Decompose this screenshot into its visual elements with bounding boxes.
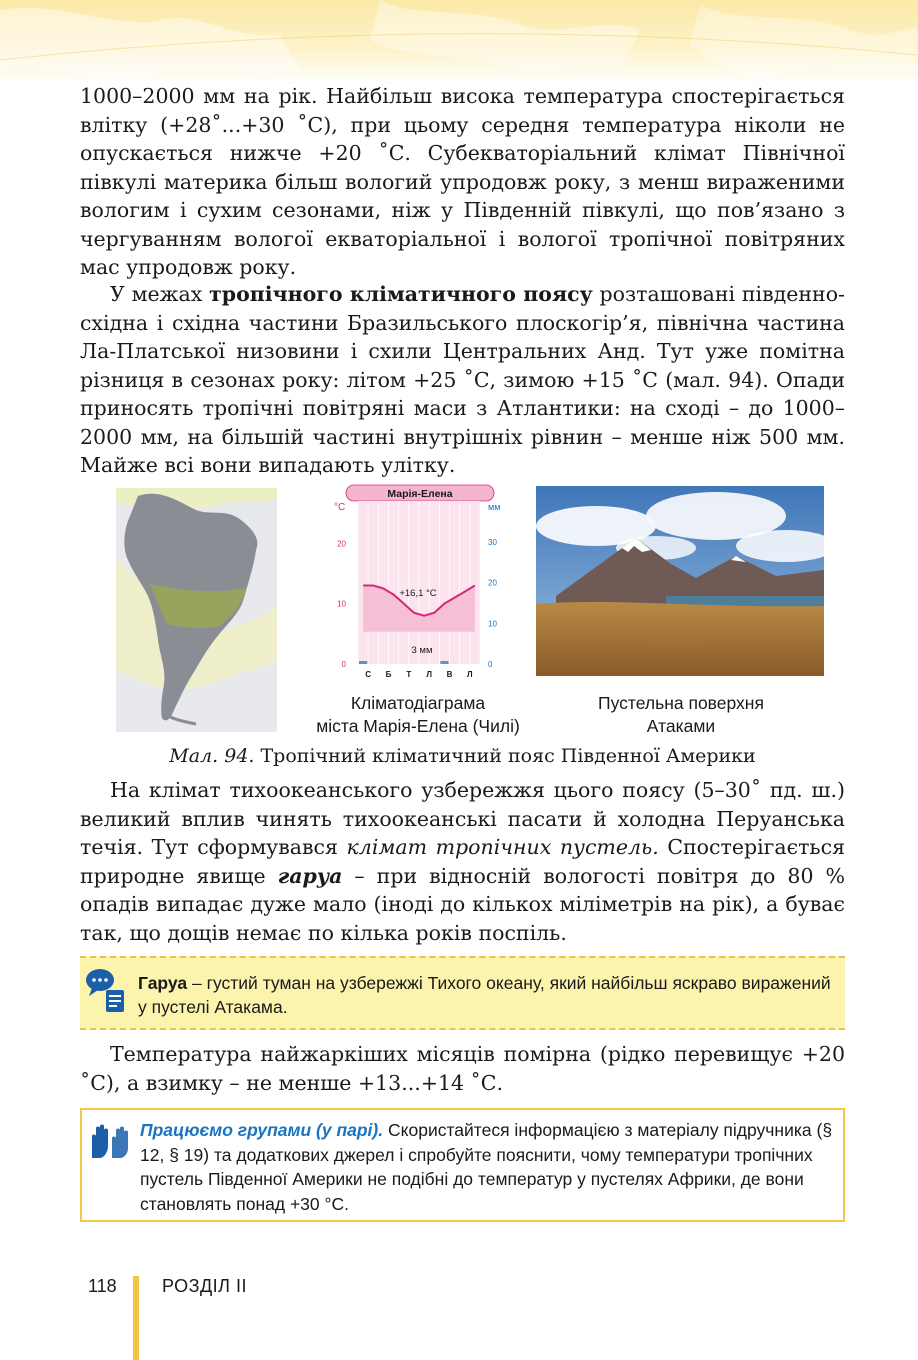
term-definition: – густий туман на узбережжі Тихого океану, який найбільш яскраво виражений у пустелі Атакама. <box>138 973 831 1017</box>
y-right-tick: 20 <box>488 578 497 588</box>
paragraph-3-part-b: Спостерігається природне явище <box>80 835 846 888</box>
world-map-decoration <box>0 0 918 85</box>
chart-caption <box>300 692 536 738</box>
photo-caption-line-1: Пустельна поверхня <box>598 693 764 713</box>
paragraph-2-rest: розташовані південно-східна і східна частини Бразильського плоскогір’я, північна частина Ла-Платської низовини і схили Центральних Анд. Тут уже помітна різниця в сезонах року: літом +25 ˚С, зимою +15 ˚С (мал. 94). Опади приносять тропічні повітряні маси з Атлантики: на сході – до 1000–2000 мм, на більшій частині внутрішніх рівнин – менше ніж 500 мм. Майже всі вони випадають улітку. <box>80 282 845 477</box>
y-left-ticks <box>337 539 346 669</box>
term-word: Гаруа <box>138 973 188 993</box>
climate-diagram <box>330 482 510 682</box>
precip-bar <box>359 661 367 664</box>
y-right-tick: 0 <box>488 660 493 669</box>
group-task-box <box>80 1108 845 1222</box>
temperature-annotation: +16,1 °С <box>399 588 437 599</box>
y-right-label: мм <box>488 502 501 512</box>
x-axis-labels <box>365 670 473 679</box>
section-name: РОЗДІЛ ІІ <box>162 1276 247 1296</box>
chart-caption-line-1: Кліматодіаграма <box>350 693 486 713</box>
desert-climate-term: клімат тропічних пустель. <box>346 835 659 859</box>
paragraph-3-part-c: – при відносній вологості повітря до 80 % опадів випадає дуже мало (іноді до кількох міліметрів на рік), а буває так, що дощів немає по кілька років поспіль. <box>80 863 845 945</box>
precip-annotation: 3 мм <box>411 645 433 656</box>
x-tick-label: Л <box>426 670 432 679</box>
term-text <box>138 971 838 1019</box>
paragraph-3-part-a: На клімат тихоокеанського узбережжя цього поясу (5–30˚ пд. ш.) великий вплив чинять тихоокеанські пасати й холодна Перуанська течія. Тут сформувався <box>80 778 845 859</box>
y-right-tick: 10 <box>488 619 497 629</box>
y-left-tick: 20 <box>337 539 346 549</box>
header-band <box>0 0 918 85</box>
paragraph-2 <box>80 280 845 480</box>
figure-title <box>80 744 845 768</box>
climate-chart-svg <box>330 482 510 682</box>
chart-caption-line-2: міста Марія-Елена (Чилі) <box>316 716 520 736</box>
paragraph-4: Температура найжаркіших місяців помірна (рідко перевищує +20 ˚С), а взимку – не менше +13...+14 ˚С. <box>80 1042 845 1095</box>
figure-title-text: Тропічний кліматичний пояс Південної Америки <box>254 745 756 767</box>
y-right-tick: 30 <box>488 537 497 547</box>
chart-title: Марія-Елена <box>387 488 453 500</box>
y-left-tick: 0 <box>341 660 346 669</box>
garua-term: гаруа <box>277 863 343 888</box>
figure-number: Мал. 94. <box>169 745 255 767</box>
hands-icon <box>88 1120 132 1160</box>
task-lead: Працюємо групами (у парі). <box>140 1120 384 1140</box>
x-tick-label: С <box>365 670 372 679</box>
x-tick-label: Б <box>385 670 392 679</box>
task-body: Скористайтеся інформацією з матеріалу підручника (§ 12, § 19) та додаткових джерел і спробуйте пояснити, чому температури тропічних пустель Південної Америки не подібні до температур у пустелях Африки, де вони становлять понад +30 °С. <box>140 1120 833 1214</box>
paragraph-2-lead: У межах <box>110 282 210 306</box>
photo-caption-line-2: Атаками <box>646 716 716 736</box>
footer-accent-bar <box>133 1276 139 1360</box>
term-definition-box <box>80 956 845 1030</box>
photo-caption <box>560 692 802 738</box>
y-left-tick: 10 <box>337 599 346 609</box>
x-tick-label: Т <box>406 670 412 679</box>
paragraph-3 <box>80 776 845 947</box>
paragraph-1: 1000–2000 мм на рік. Найбільш висока температура спостерігається влітку (+28˚...+30 ˚С), при цьому середня температура ніколи не опускається нижче +20 ˚С. Субекваторіальний клімат Північної півкулі материка більш вологий упродовж року, з менш вираженими вологим і сухим сезонами, ніж у Південній півкулі, що пов’язано з чергуванням вологої екваторіальної і вологої тропічної повітряних мас упродовж року. <box>80 84 845 279</box>
atacama-photo <box>536 486 824 676</box>
y-right-ticks <box>488 538 497 669</box>
y-left-label: °С <box>334 502 346 513</box>
south-america-map <box>116 488 277 732</box>
page-number: 118 <box>88 1276 117 1296</box>
tropical-belt-term: тропічного кліматичного поясу <box>209 282 593 306</box>
precip-bar <box>440 661 448 664</box>
task-text <box>140 1118 834 1216</box>
speech-bubble-icon <box>84 966 128 1018</box>
x-tick-label: Л <box>467 670 473 679</box>
x-tick-label: В <box>446 670 453 679</box>
